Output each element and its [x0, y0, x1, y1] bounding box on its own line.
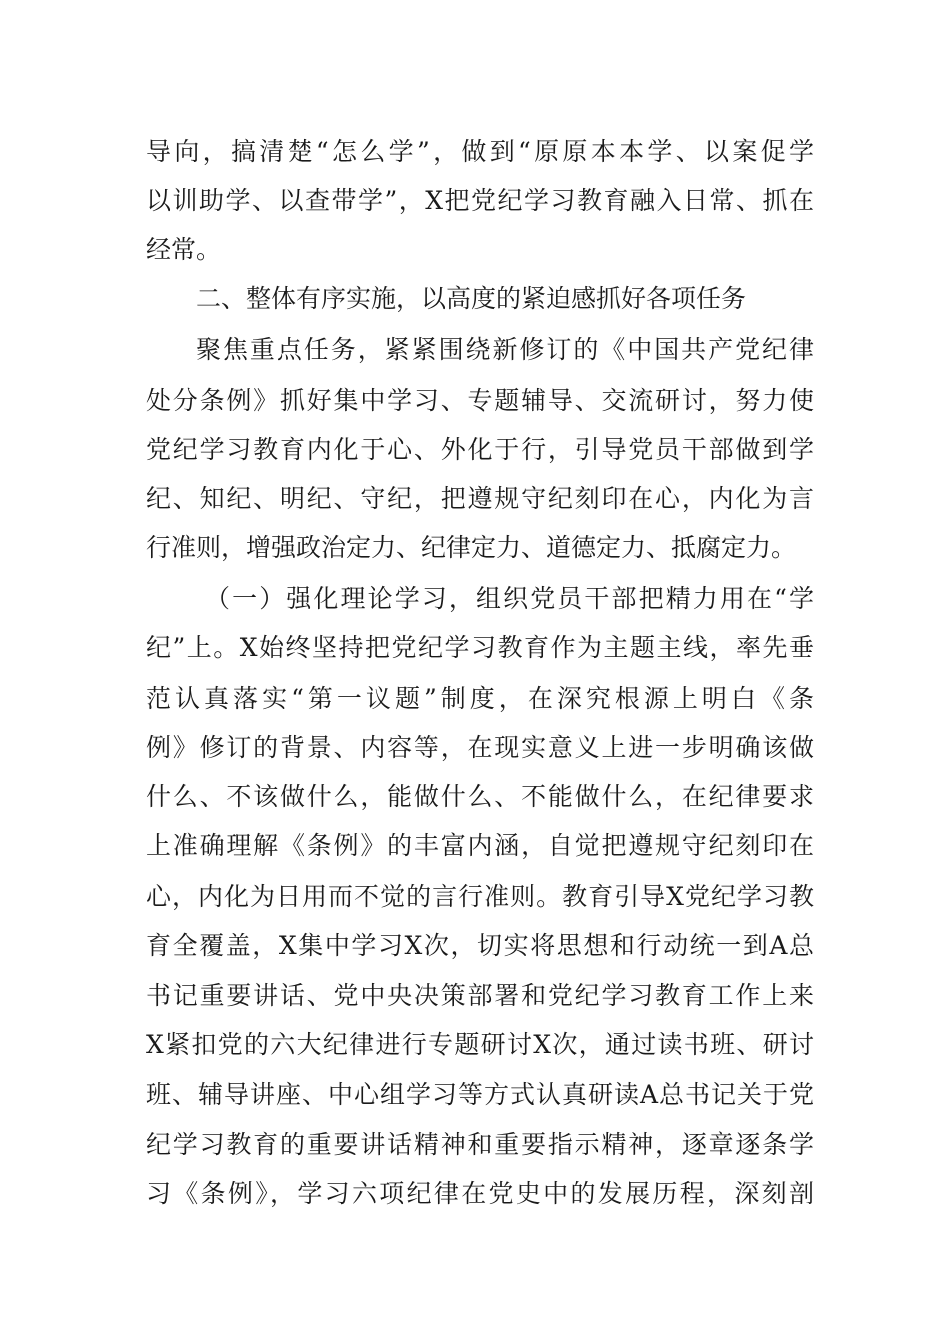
text-line: 纪”上。X始终坚持把党纪学习教育作为主题主线，率先垂 [146, 633, 814, 662]
text-line: X紧扣党的六大纪律进行专题研讨X次，通过读书班、研讨 [146, 1030, 814, 1059]
text-line: 什么、不该做什么，能做什么、不能做什么，在纪律要求 [146, 782, 814, 811]
text-line: 导向，搞清楚“怎么学”，做到“原原本本学、以案促学 [146, 137, 814, 166]
text-line: 习《条例》，学习六项纪律在党史中的发展历程，深刻剖 [146, 1179, 814, 1208]
text-line: 经常。 [146, 235, 222, 264]
subsection-heading-line: （一）强化理论学习，组织党员干部把精力用在“学 [205, 584, 814, 613]
text-line: 纪学习教育的重要讲话精神和重要指示精神，逐章逐条学 [146, 1130, 814, 1159]
text-line: 书记重要讲话、党中央决策部署和党纪学习教育工作上来 [146, 981, 814, 1010]
text-line: 处分条例》抓好集中学习、专题辅导、交流研讨，努力使 [146, 386, 814, 415]
text-line: 育全覆盖，X集中学习X次，切实将思想和行动统一到A总 [146, 931, 814, 960]
text-line: 聚焦重点任务，紧紧围绕新修订的《中国共产党纪律 [196, 335, 814, 364]
text-line: 班、辅导讲座、中心组学习等方式认真研读A总书记关于党 [146, 1080, 814, 1109]
text-line: 纪、知纪、明纪、守纪，把遵规守纪刻印在心，内化为言 [146, 484, 814, 513]
text-line: 行准则，增强政治定力、纪律定力、道德定力、抵腐定力。 [146, 533, 797, 562]
text-line: 以训助学、以查带学”，X把党纪学习教育融入日常、抓在 [146, 186, 814, 215]
text-line: 上准确理解《条例》的丰富内涵，自觉把遵规守纪刻印在 [146, 831, 814, 860]
text-line: 范认真落实“第一议题”制度，在深究根源上明白《条 [146, 684, 814, 713]
text-line: 党纪学习教育内化于心、外化于行，引导党员干部做到学 [146, 435, 814, 464]
text-line: 心，内化为日用而不觉的言行准则。教育引导X党纪学习教 [146, 882, 814, 911]
section-heading: 二、整体有序实施，以高度的紧迫感抓好各项任务 [196, 284, 747, 313]
text-line: 例》修订的背景、内容等，在现实意义上进一步明确该做 [146, 733, 814, 762]
